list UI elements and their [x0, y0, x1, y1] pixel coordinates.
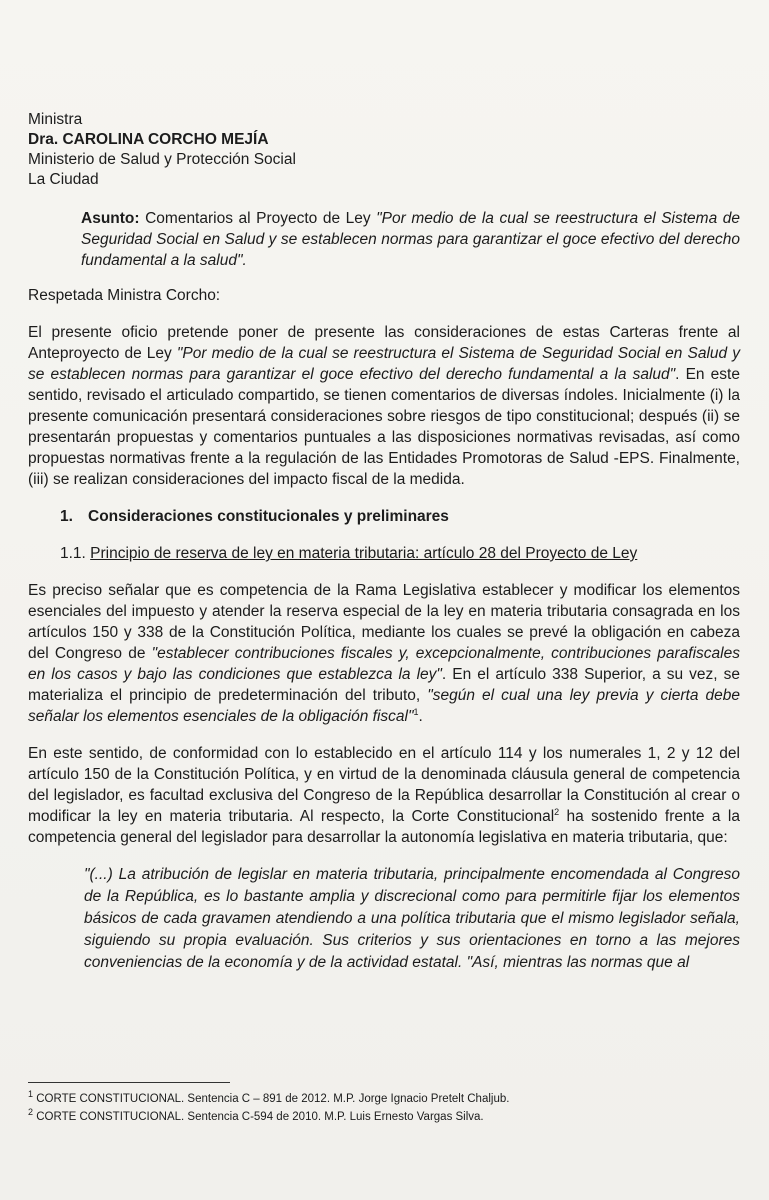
paragraph-reserva-ley	[28, 580, 740, 727]
para2-part2: . En el artículo 338 Superior, a su vez, se materializa el principio de predeterminación del tributo,	[28, 666, 740, 704]
para3-part2: ha sostenido frente a la competencia general del legislador para desarrollar la autonomía legislativa en materia tributaria, que:	[28, 808, 740, 846]
footnote-1-text: CORTE CONSTITUCIONAL. Sentencia C – 891 de 2012. M.P. Jorge Ignacio Pretelt Chaljub.	[36, 1093, 510, 1105]
greeting: Respetada Ministra Corcho:	[28, 287, 221, 304]
intro-title: "Por medio de la cual se reestructura el Sistema de Seguridad Social en Salud y se establecen normas para garantizar el goce efectivo del derecho fundamental a la salud"	[28, 345, 740, 383]
section-1-1-title: Principio de reserva de ley en materia tributaria: artículo 28 del Proyecto de Ley	[90, 545, 638, 562]
footnote-2-mark: 2	[28, 1107, 34, 1118]
section-heading-1-1	[60, 543, 740, 564]
footnote-divider	[28, 1082, 230, 1083]
para2-end: .	[418, 708, 423, 725]
footnote-1-mark: 1	[28, 1089, 34, 1100]
section-1-title: Consideraciones constitucionales y preliminares	[88, 508, 449, 525]
intro-part1: El presente oficio pretende poner de presente las consideraciones de estas Carteras frente al Anteproyecto de Ley	[28, 324, 740, 362]
intro-paragraph	[28, 322, 740, 490]
subject-title: "Por medio de la cual se reestructura el Sistema de Seguridad Social en Salud y se establecen normas para garantizar el goce efectivo del derecho fundamental a la salud".	[81, 210, 740, 269]
subject-line	[81, 208, 740, 271]
footnote-ref-2[interactable]: 2	[554, 806, 560, 817]
para2-quote1: "establecer contribuciones fiscales y, excepcionalmente, contribuciones parafiscales en los casos y bajo las condiciones que establezca la ley"	[28, 645, 740, 683]
paragraph-competencia	[28, 743, 740, 848]
para3-part1: En este sentido, de conformidad con lo establecido en el artículo 114 y los numerales 1, 2 y 12 del artículo 150 de la Constitución Política, y en virtud de la denominada cláusula general de competencia del legislador, es facultad exclusiva del Congreso de la República desarrollar la Constitución al crear o modificar la ley en materia tributaria. Al respecto, la Corte Constitucional	[28, 745, 740, 825]
para2-part1: Es preciso señalar que es competencia de la Rama Legislativa establecer y modificar los elementos esenciales del impuesto y atender la reserva especial de la ley en materia tributaria consagrada en los artículos 150 y 338 de la Constitución Política, mediante los cuales se prevé la obligación en cabeza del Congreso de	[28, 582, 740, 662]
recipient-ministry: Ministerio de Salud y Protección Social	[28, 151, 296, 168]
recipient-block	[28, 110, 740, 190]
subject-text: Comentarios al Proyecto de Ley	[145, 210, 371, 227]
footnote-2	[28, 1108, 708, 1126]
section-1-1-number: 1.1.	[60, 545, 86, 562]
footnote-1	[28, 1090, 708, 1108]
letter-body	[28, 110, 740, 974]
footnote-ref-1[interactable]: 1	[413, 706, 419, 717]
recipient-title: Ministra	[28, 111, 83, 128]
footnotes	[28, 1090, 708, 1126]
section-heading-1	[60, 506, 740, 527]
block-quote: "(...) La atribución de legislar en materia tributaria, principalmente encomendada al Congreso de la República, es lo bastante amplia y discrecional como para permitirle fijar los elementos básicos de cada gravamen atendiendo a una política tributaria que el mismo legislador señala, siguiendo su propia evaluación. Sus criterios y sus orientaciones en torno a las mejores conveniencias de la economía y de la actividad estatal. "Así, mientras las normas que al	[84, 866, 740, 971]
subject-label: Asunto:	[81, 210, 140, 227]
para2-quote2: "según el cual una ley previa y cierta debe señalar los elementos esenciales de la obligación fiscal"	[28, 687, 740, 725]
recipient-name: Dra. CAROLINA CORCHO MEJÍA	[28, 131, 269, 148]
intro-part2: . En este sentido, revisado el articulado compartido, se tienen comentarios de diversas índoles. Inicialmente (i) la presente comunicación presentará consideraciones sobre riesgos de tipo constitucional; después (ii) se presentarán propuestas y comentarios puntuales a las disposiciones normativas revisadas, así como propuestas normativas frente a la regulación de las Entidades Promotoras de Salud -EPS. Finalmente, (iii) se realizan consideraciones del impacto fiscal de la medida.	[28, 366, 740, 488]
footnote-2-text: CORTE CONSTITUCIONAL. Sentencia C-594 de 2010. M.P. Luis Ernesto Vargas Silva.	[36, 1111, 484, 1123]
section-1-number: 1.	[60, 508, 73, 525]
recipient-city: La Ciudad	[28, 171, 99, 188]
